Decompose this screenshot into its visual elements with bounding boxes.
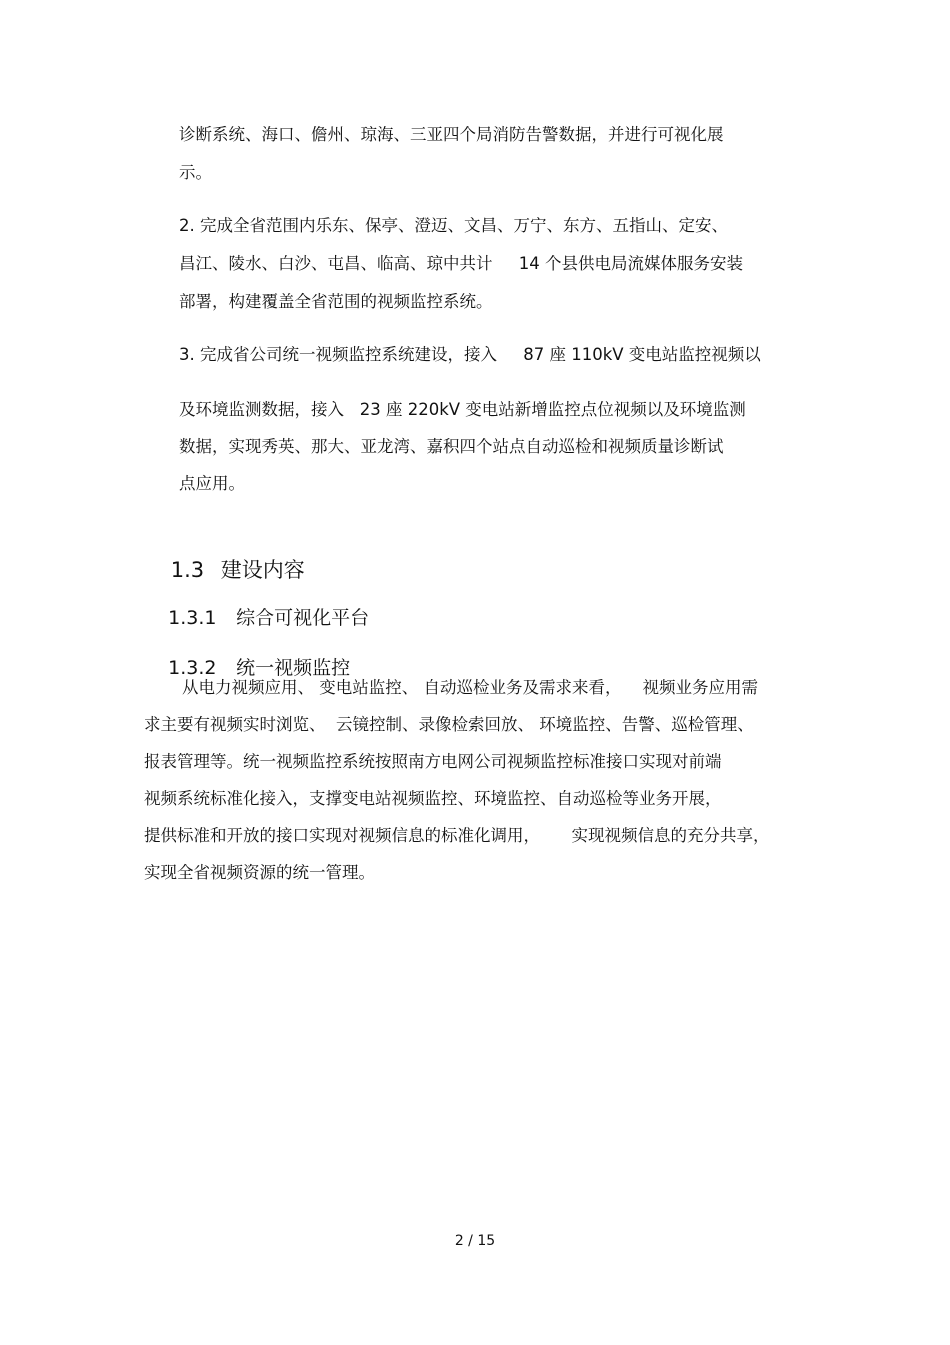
body-paragraph-line-2: 求主要有视频实时浏览、 云镜控制、录像检索回放、 环境监控、告警、巡检管理、 [144,715,754,734]
body-paragraph-line-6: 实现全省视频资源的统一管理。 [144,863,375,882]
section-title: 综合可视化平台 [236,607,370,629]
body-paragraph-line-4: 视频系统标准化接入，支撑变电站视频监控、环境监控、自动巡检等业务开展， [144,789,722,808]
section-title: 统一视频监控 [236,657,351,679]
section-number: 1.3.1 [168,607,217,629]
section-title: 建设内容 [220,558,305,582]
section-number: 1.3.2 [168,657,217,679]
list-item-2-line-1: 2. 完成全省范围内乐东、保亭、澄迈、文昌、万宁、东方、五指山、定安、 [179,216,728,235]
list-item-3-line-3: 数据，实现秀英、那大、亚龙湾、嘉积四个站点自动巡检和视频质量诊断试 [179,437,724,456]
list-item-2-line-3: 部署，构建覆盖全省范围的视频监控系统。 [179,292,493,311]
list-item-3-line-2: 及环境监测数据，接入 23 座 220kV 变电站新增监控点位视频以及环境监测 [179,400,746,419]
list-item-1-line-2: 示。 [179,163,212,182]
list-item-3-line-1: 3. 完成省公司统一视频监控系统建设，接入 87 座 110kV 变电站监控视频以 [179,345,761,364]
section-number: 1.3 [170,558,205,582]
body-paragraph-line-1: 从电力视频应用、 变电站监控、 自动巡检业务及需求来看， 视频业务应用需 [182,678,758,697]
list-item-3-line-4: 点应用。 [179,474,245,493]
body-paragraph-line-3: 报表管理等。统一视频监控系统按照南方电网公司视频监控标准接口实现对前端 [144,752,722,771]
page-number: 2 / 15 [454,1233,496,1249]
list-item-2-line-2: 昌江、陵水、白沙、屯昌、临高、琼中共计 14 个县供电局流媒体服务安装 [179,254,743,273]
body-paragraph-line-5: 提供标准和开放的接口实现对视频信息的标准化调用， 实现视频信息的充分共享， [144,826,770,845]
list-item-1-line-1: 诊断系统、海口、儋州、琼海、三亚四个局消防告警数据，并进行可视化展 [179,125,724,144]
